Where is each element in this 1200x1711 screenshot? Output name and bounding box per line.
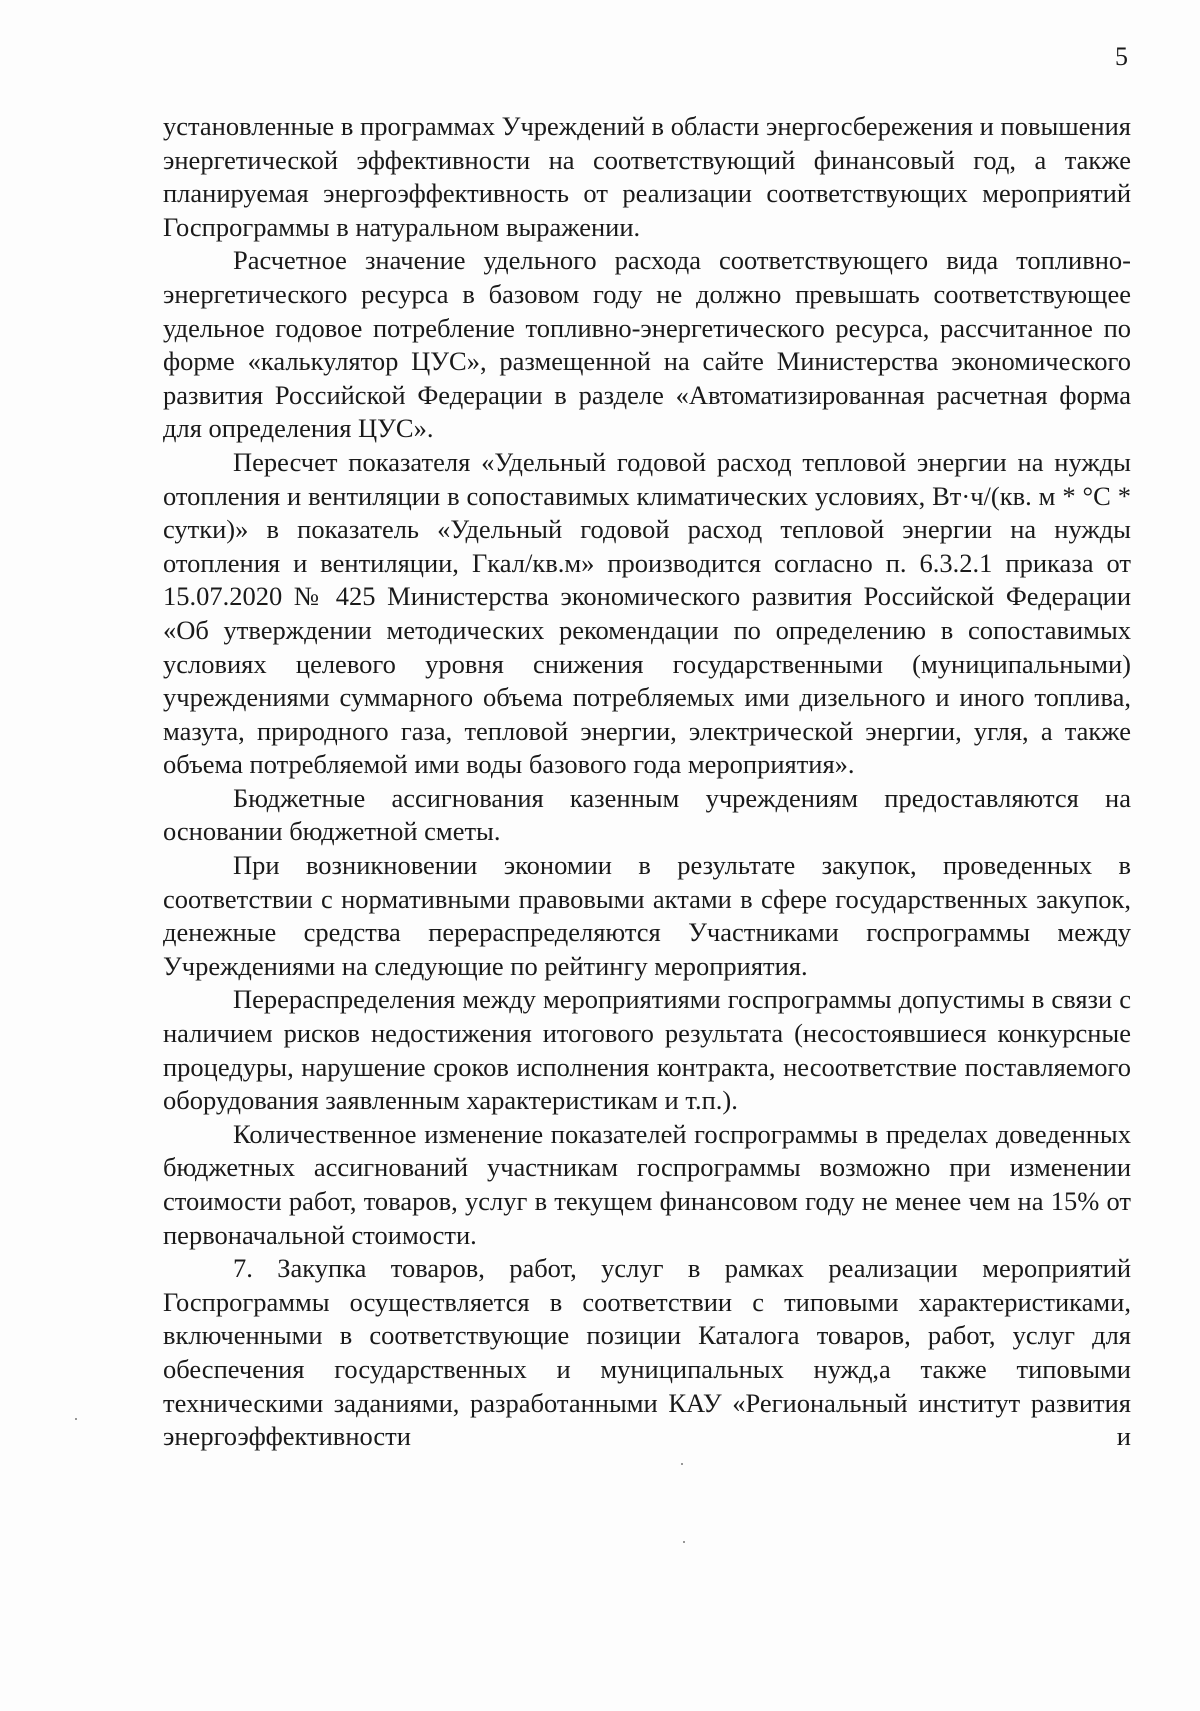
- scan-speck: [681, 1463, 683, 1465]
- scan-speck: [683, 1541, 685, 1543]
- body-text: [163, 110, 1131, 1454]
- page-number: 5: [1115, 42, 1128, 71]
- scan-speck: [75, 1418, 77, 1420]
- paragraph-6: Перераспределения между мероприятиями госпрограммы допустимы в связи с наличием рисков недостижения итогового результата (несостоявшиеся конкурсные процедуры, нарушение сроков исполнения контракта, несоответствие поставляемого оборудования заявленным характеристикам и т.п.).: [163, 984, 1131, 1116]
- paragraph-5: При возникновении экономии в результате закупок, проведенных в соответствии с нормативными правовыми актами в сфере государственных закупок, денежные средства перераспределяются Участниками госпрограммы между Учреждениями на следующие по рейтингу мероприятия.: [163, 850, 1131, 981]
- paragraph-4: Бюджетные ассигнования казенным учреждениям предоставляются на основании бюджетной сметы.: [163, 782, 1131, 847]
- paragraph-8: 7. Закупка товаров, работ, услуг в рамках реализации мероприятий Госпрограммы осуществляется в соответствии с типовыми характеристиками, включенными в соответствующие позиции Каталога товаров, работ, услуг для обеспечения государственных и муниципальных нужд,а также типовыми техническими заданиями, разработанными КАУ «Региональный институт развития энергоэффективности и: [163, 1253, 1131, 1452]
- paragraph-7: Количественное изменение показателей госпрограммы в пределах доведенных бюджетных ассигнований участникам госпрограммы возможно при изменении стоимости работ, товаров, услуг в текущем финансовом году не менее чем на 15% от первоначальной стоимости.: [163, 1118, 1131, 1250]
- paragraph-2: Расчетное значение удельного расхода соответствующего вида топливно-энергетического ресурса в базовом году не должно превышать соответствующее удельное годовое потребление топливно-энергетического ресурса, рассчитанное по форме «калькулятор ЦУС», размещенной на сайте Министерства экономического развития Российской Федерации в разделе «Автоматизированная расчетная форма для определения ЦУС».: [163, 245, 1131, 444]
- paragraph-1: установленные в программах Учреждений в области энергосбережения и повышения энергетической эффективности на соответствующий финансовый год, а также планируемая энергоэффективность от реализации соответствующих мероприятий Госпрограммы в натуральном выражении.: [163, 111, 1131, 242]
- paragraph-3: Пересчет показателя «Удельный годовой расход тепловой энергии на нужды отопления и вентиляции в сопоставимых климатических условиях, Вт·ч/(кв. м * °С * сутки)» в показатель «Удельный годовой расход тепловой энергии на нужды отопления и вентиляции, Гкал/кв.м» производится согласно п. 6.3.2.1 приказа от 15.07.2020 № 425 Министерства экономического развития Российской Федерации «Об утверждении методических рекомендации по определению в сопоставимых условиях целевого уровня снижения государственными (муниципальными) учреждениями суммарного объема потребляемых ими дизельного и иного топлива, мазута, природного газа, тепловой энергии, электрической энергии, угля, а также объема потребляемой ими воды базового года мероприятия».: [163, 446, 1131, 780]
